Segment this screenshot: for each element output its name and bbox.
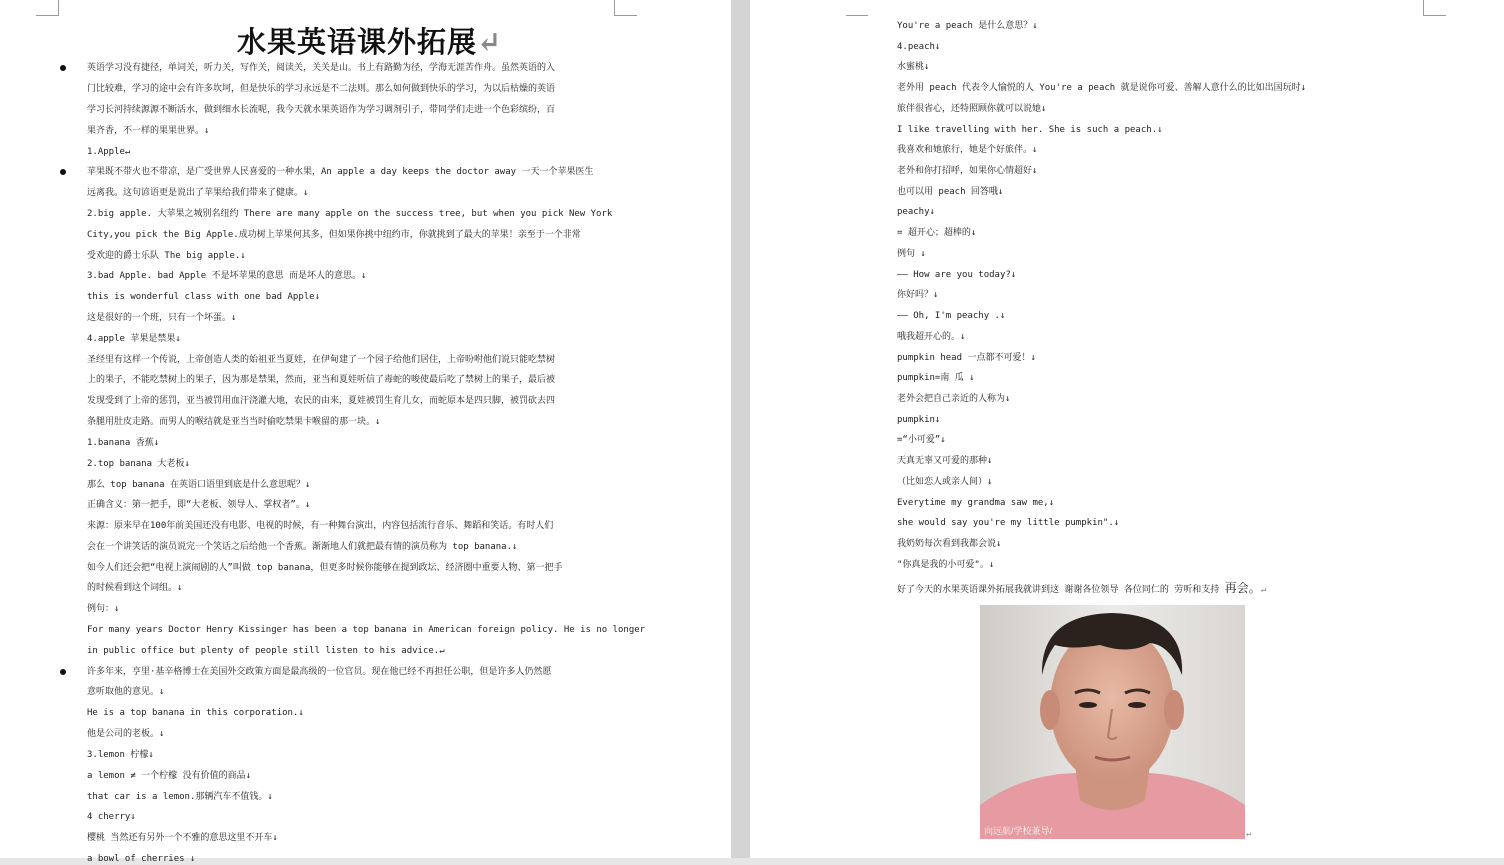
document-page-left [0, 0, 731, 864]
text-line: 我奶奶每次看到我都会说↓ [897, 539, 1002, 549]
text-line: 老外会把自己亲近的人称为↓ [897, 393, 1011, 404]
text-line: 发现受到了上帝的惩罚，亚当被罚用血汗浇灌大地，农民的由来，夏娃被罚生育儿女，而蛇原本是四只脚，被罚砍去四 [87, 396, 556, 406]
text-line: 上的果子，不能吃禁树上的果子，因为那是禁果，然而，亚当和夏娃听信了毒蛇的唆使最后吃了禁树上的果子，最后被 [87, 375, 556, 385]
photo-watermark: 向远航/学校兼导/ [984, 826, 1053, 836]
text-line: Everytime my grandma saw me,↓ [897, 497, 1055, 508]
text-line: 4 cherry↓ [87, 812, 136, 822]
bullet-point [60, 65, 66, 71]
text-line: He is a top banana in this corporation.↓ [87, 708, 304, 718]
text-line: 你好吗？↓ [897, 290, 939, 301]
text-line: 哦我超开心的。↓ [897, 331, 966, 342]
text-line: 老外和你打招呼，如果你心情超好↓ [897, 166, 1038, 177]
text-line: pumpkin head 一点都不可爱！↓ [897, 352, 1036, 363]
text-line: 2.big apple. 大苹果之城别名纽约 There are many apple on the success tree, but when you pick New York [87, 209, 613, 219]
text-line: 4.peach↓ [897, 41, 941, 52]
text-line: =“小可爱”↓ [897, 435, 946, 446]
text-line: she would say you're my little pumpkin".↓ [897, 518, 1120, 529]
text-line: 例句：↓ [87, 604, 120, 614]
text-line: 2.top banana 大老板↓ [87, 459, 190, 469]
text-line: 3.bad Apple. bad Apple 不是坏苹果的意思 而是坏人的意思。↓ [87, 271, 367, 281]
page-gap [731, 0, 750, 858]
text-line: 也可以用 peach 回答哦↓ [897, 186, 1004, 197]
text-line: 条腿用肚皮走路。而男人的喉结就是亚当当时偷吃禁果卡喉留的那一块。↓ [87, 417, 381, 427]
text-line: a bowl of cherries ↓ [87, 854, 196, 864]
text-line: 果齐香，不一样的果果世界。↓ [87, 126, 210, 136]
text-line: 意听取他的意见。↓ [87, 687, 165, 697]
text-line: pumpkin=南 瓜 ↓ [897, 373, 975, 384]
text-line: 的时候看到这个词组。↓ [87, 583, 183, 593]
text-line: 我喜欢和她旅行，她是个好旅伴。↓ [897, 145, 1038, 156]
text-line: 英语学习没有捷径，单词关，听力关，写作关，阅读关，关关是山。书上有路勤为径，学海无涯苦作舟。虽然英语的入 [87, 63, 556, 73]
text-line: 来源：原来早在100年前美国还没有电影、电视的时候，有一种舞台演出，内容包括流行音乐、舞蹈和笑话。有时人们 [87, 521, 554, 531]
inserted-photo [980, 605, 1245, 839]
text-line: 3.lemon 柠檬↓ [87, 750, 154, 760]
text-line: a lemon ≠ 一个柠檬 没有价值的商品↓ [87, 771, 252, 781]
text-line: in public office but plenty of people still listen to his advice.↵ [87, 646, 445, 656]
portrait-image [980, 605, 1245, 839]
crop-mark-top-left [846, 0, 868, 16]
text-line: 他是公司的老板。↓ [87, 729, 165, 739]
text-line: —— How are you today?↓ [897, 269, 1017, 280]
text-line: —— Oh, I'm peachy .↓ [897, 311, 1006, 322]
document-title: 水果英语课外拓展↵ [237, 25, 503, 59]
text-line: "你真是我的小可爱"。↓ [897, 559, 995, 570]
text-line: 苹果既不带火也不带凉，是广受世界人民喜爱的一种水果，An apple a day keeps the doctor away 一天一个苹果医生 [87, 167, 594, 177]
text-line: that car is a lemon.那辆汽车不值钱。↓ [87, 792, 273, 802]
text-line: 例句 ↓ [897, 248, 926, 259]
text-line: pumpkin↓ [897, 414, 941, 425]
text-line: City,you pick the Big Apple.成功树上苹果何其多，但如果你挑中纽约市，你就挑到了最大的苹果！亲至于一个非常 [87, 230, 581, 240]
document-page-right [750, 0, 1504, 858]
text-line: 4.apple 苹果是禁果↓ [87, 334, 181, 344]
crop-mark-top-right [614, 0, 637, 16]
text-line: （比如恋人或亲人间）↓ [897, 476, 993, 487]
text-line: 会在一个讲笑话的演员说完一个笑话之后给他一个香蕉。渐渐地人们就把最有情的演员称为 top banana.↓ [87, 542, 518, 552]
text-line: I like travelling with her. She is such a peach.↓ [897, 124, 1163, 135]
text-line: = 超开心；超棒的↓ [897, 228, 977, 239]
text-line: 旅伴很省心，还特照顾你就可以说她↓ [897, 103, 1047, 114]
paragraph-mark: ↵ [1246, 829, 1252, 839]
text-line: 远离我。这句谚语更是说出了苹果给我们带来了健康。↓ [87, 188, 309, 198]
crop-mark-top-left [36, 0, 59, 16]
crop-mark-top-right [1423, 0, 1446, 16]
text-line: 正确含义：第一把手，即“大老板、领导人、掌权者”。↓ [87, 500, 311, 510]
text-line: 圣经里有这样一个传说，上帝创造人类的始祖亚当夏娃，在伊甸建了一个园子给他们居住，上帝吩咐他们说只能吃禁树 [87, 355, 556, 365]
text-line: 1.Apple↵ [87, 147, 131, 157]
text-line: 水蜜桃↓ [897, 62, 930, 73]
text-line: 1.banana 香蕉↓ [87, 438, 160, 448]
text-line: 许多年来，亨里·基辛格博士在美国外交政策方面是最高级的一位官员。现在他已经不再担任公职，但是许多人仍然愿 [87, 667, 552, 677]
text-line: 如今人们还会把“电视上演闹剧的人”叫做 top banana，但更多时候你能够在提到政坛、经济圈中重要人物、第一把手 [87, 563, 563, 573]
text-line: this is wonderful class with one bad Apple↓ [87, 292, 320, 302]
text-line: 天真无辜又可爱的那种↓ [897, 456, 993, 467]
text-line: peachy↓ [897, 207, 935, 218]
text-line: 门比较难，学习的途中会有许多坎坷，但是快乐的学习永远是不二法则。那么如何做到快乐的学习，为以后枯燥的英语 [87, 84, 556, 94]
text-line: 那么 top banana 在英语口语里到底是什么意思呢？↓ [87, 480, 311, 490]
closing-line: 好了今天的水果英语课外拓展我就讲到这 谢谢各位领导 各位同仁的 劳听和支持 再会。↵ [897, 581, 1267, 595]
text-line: 樱桃 当然还有另外一个不雅的意思这里不开车↓ [87, 833, 278, 843]
bullet-point [60, 669, 66, 675]
text-line: 老外用 peach 代表令人愉悦的人 You're a peach 就是说你可爱、善解人意什么的比如出国玩时↓ [897, 83, 1307, 94]
text-line: 学习长河持续源源不断活水，做到细水长流呢，我今天就水果英语作为学习调剂引子，带同学们走进一个色彩缤纷，百 [87, 105, 556, 115]
text-line: For many years Doctor Henry Kissinger has been a top banana in American foreign policy. He is no longer [87, 625, 646, 635]
bullet-point [60, 169, 66, 175]
text-line: You're a peach 是什么意思？↓ [897, 21, 1038, 31]
text-line: 受欢迎的爵士乐队 The big apple.↓ [87, 251, 246, 261]
text-line: 这是很好的一个班，只有一个坏蛋。↓ [87, 313, 237, 323]
